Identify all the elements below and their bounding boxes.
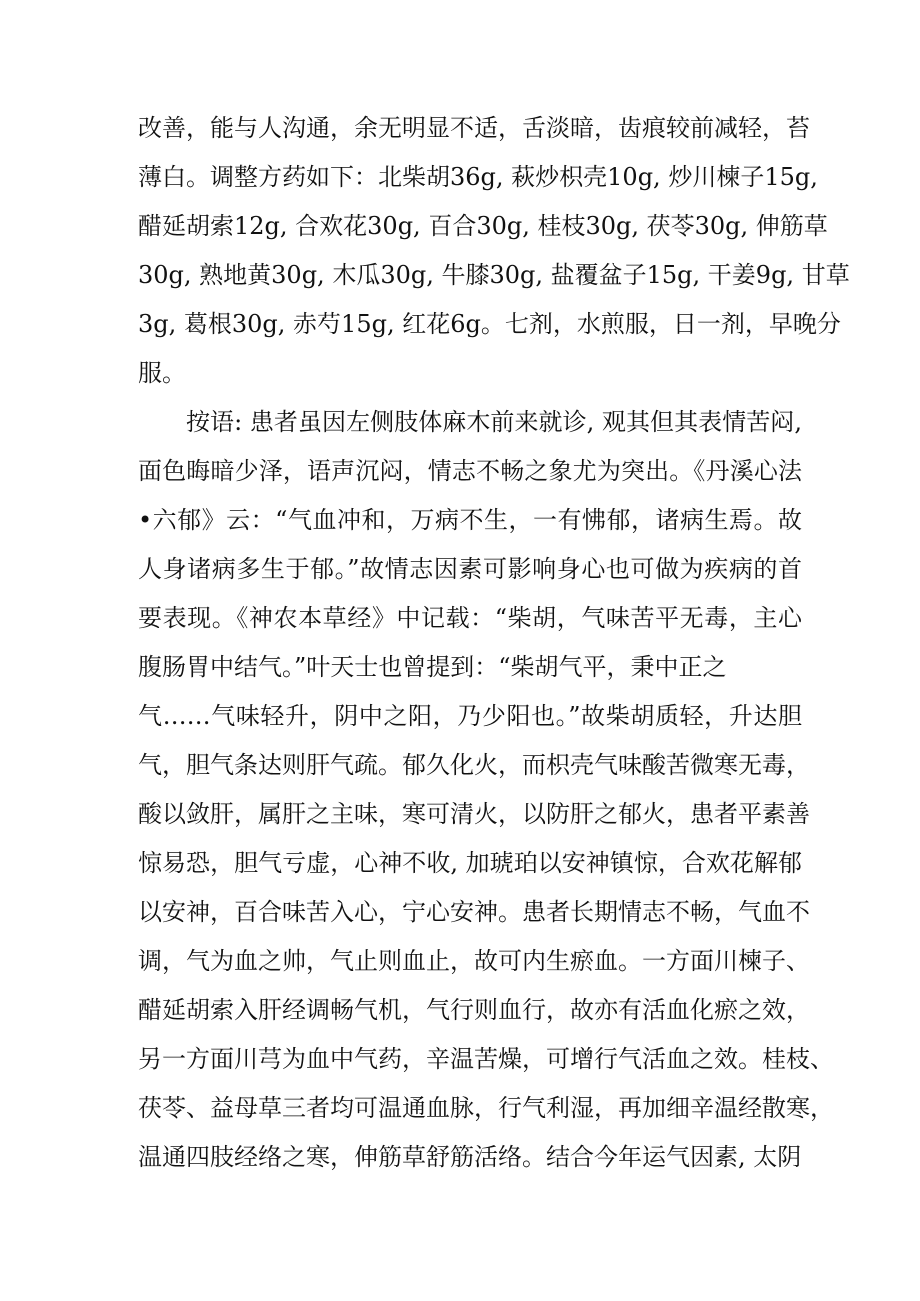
text-line: 按语: 患者虽因左侧肢体麻木前来就诊, 观其但其表情苦闷,: [186, 408, 802, 436]
text-line: 惊易恐，胆气亏虚，心神不收, 加琥珀以安神镇惊，合欢花解郁: [138, 849, 802, 877]
text-line: 面色晦暗少泽，语声沉闷，情志不畅之象尤为突出。《丹溪心法: [138, 457, 802, 485]
text-line: 醋延胡索12g, 合欢花30g, 百合30g, 桂枝30g, 茯苓30g, 伸筋草: [138, 212, 828, 240]
text-line: 醋延胡索入肝经调畅气机，气行则血行，故亦有活血化瘀之效，: [138, 996, 810, 1024]
paragraph-prescription: [138, 104, 850, 398]
text-line: 茯苓、益母草三者均可温通血脉，行气利湿，再加细辛温经散寒，: [138, 1094, 834, 1122]
text-line: 服。: [138, 359, 186, 387]
text-line: 改善，能与人沟通，余无明显不适，舌淡暗，齿痕较前减轻，苔: [138, 114, 810, 142]
text-line: 人身诸病多生于郁。”故情志因素可影响身心也可做为疾病的首: [138, 555, 802, 583]
text-line: 温通四肢经络之寒，伸筋草舒筋活络。结合今年运气因素, 太阴: [138, 1143, 802, 1171]
paragraph-commentary: [138, 398, 834, 1182]
text-line: 腹肠胃中结气。”叶天士也曾提到：“柴胡气平，秉中正之: [138, 653, 727, 681]
text-line: 30g, 熟地黄30g, 木瓜30g, 牛膝30g, 盐覆盆子15g, 干姜9g, 甘草: [138, 261, 850, 289]
text-line: 要表现。《神农本草经》中记载：“柴胡，气味苦平无毒，主心: [138, 604, 802, 632]
text-line: 酸以敛肝，属肝之主味，寒可清火，以防肝之郁火，患者平素善: [138, 800, 810, 828]
text-line: 调，气为血之帅，气止则血止，故可内生瘀血。一方面川楝子、: [138, 947, 810, 975]
text-line: 薄白。调整方药如下：北柴胡36g, 萩炒枳壳10g, 炒川楝子15g,: [138, 163, 818, 191]
text-line: 以安神，百合味苦入心，宁心安神。患者长期情志不畅，气血不: [138, 898, 810, 926]
text-line: •六郁》云：“气血冲和，万病不生，一有怫郁，诸病生焉。故: [138, 506, 802, 534]
text-line: 3g, 葛根30g, 赤芍15g, 红花6g。七剂，水煎服，日一剂，早晚分: [138, 310, 841, 338]
document-page: [138, 104, 850, 1182]
text-line: 气……气味轻升，阴中之阳，乃少阳也。”故柴胡质轻，升达胆: [138, 702, 802, 730]
text-line: 气，胆气条达则肝气疏。郁久化火，而枳壳气味酸苦微寒无毒，: [138, 751, 810, 779]
text-line: 另一方面川芎为血中气药，辛温苦燥，可增行气活血之效。桂枝、: [138, 1045, 834, 1073]
